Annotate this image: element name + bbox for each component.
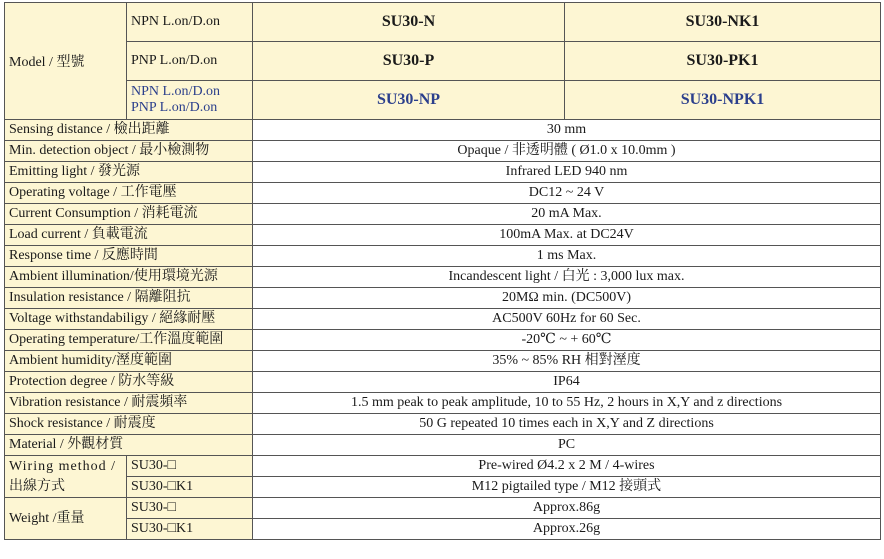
model-su30-pk1: SU30-PK1: [565, 42, 881, 81]
model-type-npn: NPN L.on/D.on: [127, 3, 253, 42]
spec-label: Sensing distance / 檢出距離: [5, 120, 253, 141]
spec-label: Min. detection object / 最小檢測物: [5, 141, 253, 162]
spec-row: [5, 330, 881, 351]
model-su30-p: SU30-P: [253, 42, 565, 81]
spec-value: DC12 ~ 24 V: [253, 183, 881, 204]
spec-rows: [5, 120, 881, 456]
wiring-sub-1: SU30-□: [127, 456, 253, 477]
spec-row: [5, 204, 881, 225]
spec-value: IP64: [253, 372, 881, 393]
spec-row: [5, 351, 881, 372]
spec-row: [5, 372, 881, 393]
weight-label: Weight /重量: [5, 498, 127, 540]
model-su30-np: SU30-NP: [253, 81, 565, 120]
spec-label: Load current / 負載電流: [5, 225, 253, 246]
model-type-np: [127, 81, 253, 120]
model-type-np-line1: NPN L.on/D.on: [131, 84, 221, 99]
model-label: Model / 型號: [5, 3, 127, 120]
spec-label: Shock resistance / 耐震度: [5, 414, 253, 435]
spec-value: 20MΩ min. (DC500V): [253, 288, 881, 309]
spec-table: [4, 2, 881, 540]
wiring-label-line2: 出線方式: [9, 478, 65, 494]
spec-value: AC500V 60Hz for 60 Sec.: [253, 309, 881, 330]
model-su30-n: SU30-N: [253, 3, 565, 42]
wiring-label: [5, 456, 127, 498]
spec-label: Operating voltage / 工作電壓: [5, 183, 253, 204]
spec-row: [5, 183, 881, 204]
wiring-row-2: [5, 477, 881, 498]
spec-label: Ambient illumination/使用環境光源: [5, 267, 253, 288]
weight-sub-2: SU30-□K1: [127, 519, 253, 540]
spec-row: [5, 246, 881, 267]
weight-row-2: [5, 519, 881, 540]
weight-row-1: [5, 498, 881, 519]
spec-label: Current Consumption / 消耗電流: [5, 204, 253, 225]
spec-value: Opaque / 非透明體 ( Ø1.0 x 10.0mm ): [253, 141, 881, 162]
spec-row: [5, 393, 881, 414]
spec-value: PC: [253, 435, 881, 456]
spec-row: [5, 414, 881, 435]
wiring-row-1: [5, 456, 881, 477]
wiring-value-2: M12 pigtailed type / M12 接頭式: [253, 477, 881, 498]
weight-value-1: Approx.86g: [253, 498, 881, 519]
spec-value: 1.5 mm peak to peak amplitude, 10 to 55 Hz, 2 hours in X,Y and z directions: [253, 393, 881, 414]
model-row-np: [5, 81, 881, 120]
spec-value: 30 mm: [253, 120, 881, 141]
spec-row: [5, 309, 881, 330]
spec-value: -20℃ ~ + 60℃: [253, 330, 881, 351]
model-row-pnp: [5, 42, 881, 81]
spec-label: Material / 外觀材質: [5, 435, 253, 456]
spec-label: Response time / 反應時間: [5, 246, 253, 267]
model-type-np-line2: PNP L.on/D.on: [131, 100, 218, 115]
spec-label: Ambient humidity/溼度範圍: [5, 351, 253, 372]
model-type-pnp: PNP L.on/D.on: [127, 42, 253, 81]
spec-label: Vibration resistance / 耐震頻率: [5, 393, 253, 414]
spec-value: 20 mA Max.: [253, 204, 881, 225]
spec-value: 50 G repeated 10 times each in X,Y and Z directions: [253, 414, 881, 435]
spec-row: [5, 435, 881, 456]
spec-label: Protection degree / 防水等級: [5, 372, 253, 393]
weight-value-2: Approx.26g: [253, 519, 881, 540]
spec-value: 1 ms Max.: [253, 246, 881, 267]
wiring-value-1: Pre-wired Ø4.2 x 2 M / 4-wires: [253, 456, 881, 477]
spec-value: 100mA Max. at DC24V: [253, 225, 881, 246]
spec-label: Insulation resistance / 隔離阻抗: [5, 288, 253, 309]
spec-label: Voltage withstandabiligy / 絕緣耐壓: [5, 309, 253, 330]
model-su30-npk1: SU30-NPK1: [565, 81, 881, 120]
model-row-npn: [5, 3, 881, 42]
spec-row: [5, 288, 881, 309]
spec-label: Emitting light / 發光源: [5, 162, 253, 183]
spec-value: 35% ~ 85% RH 相對溼度: [253, 351, 881, 372]
spec-value: Incandescent light / 白光 : 3,000 lux max.: [253, 267, 881, 288]
wiring-label-line1: Wiring method /: [9, 458, 116, 474]
spec-row: [5, 225, 881, 246]
weight-sub-1: SU30-□: [127, 498, 253, 519]
model-su30-nk1: SU30-NK1: [565, 3, 881, 42]
spec-value: Infrared LED 940 nm: [253, 162, 881, 183]
spec-label: Operating temperature/工作溫度範圍: [5, 330, 253, 351]
spec-row: [5, 162, 881, 183]
wiring-sub-2: SU30-□K1: [127, 477, 253, 498]
spec-row: [5, 141, 881, 162]
spec-row: [5, 267, 881, 288]
spec-row: [5, 120, 881, 141]
